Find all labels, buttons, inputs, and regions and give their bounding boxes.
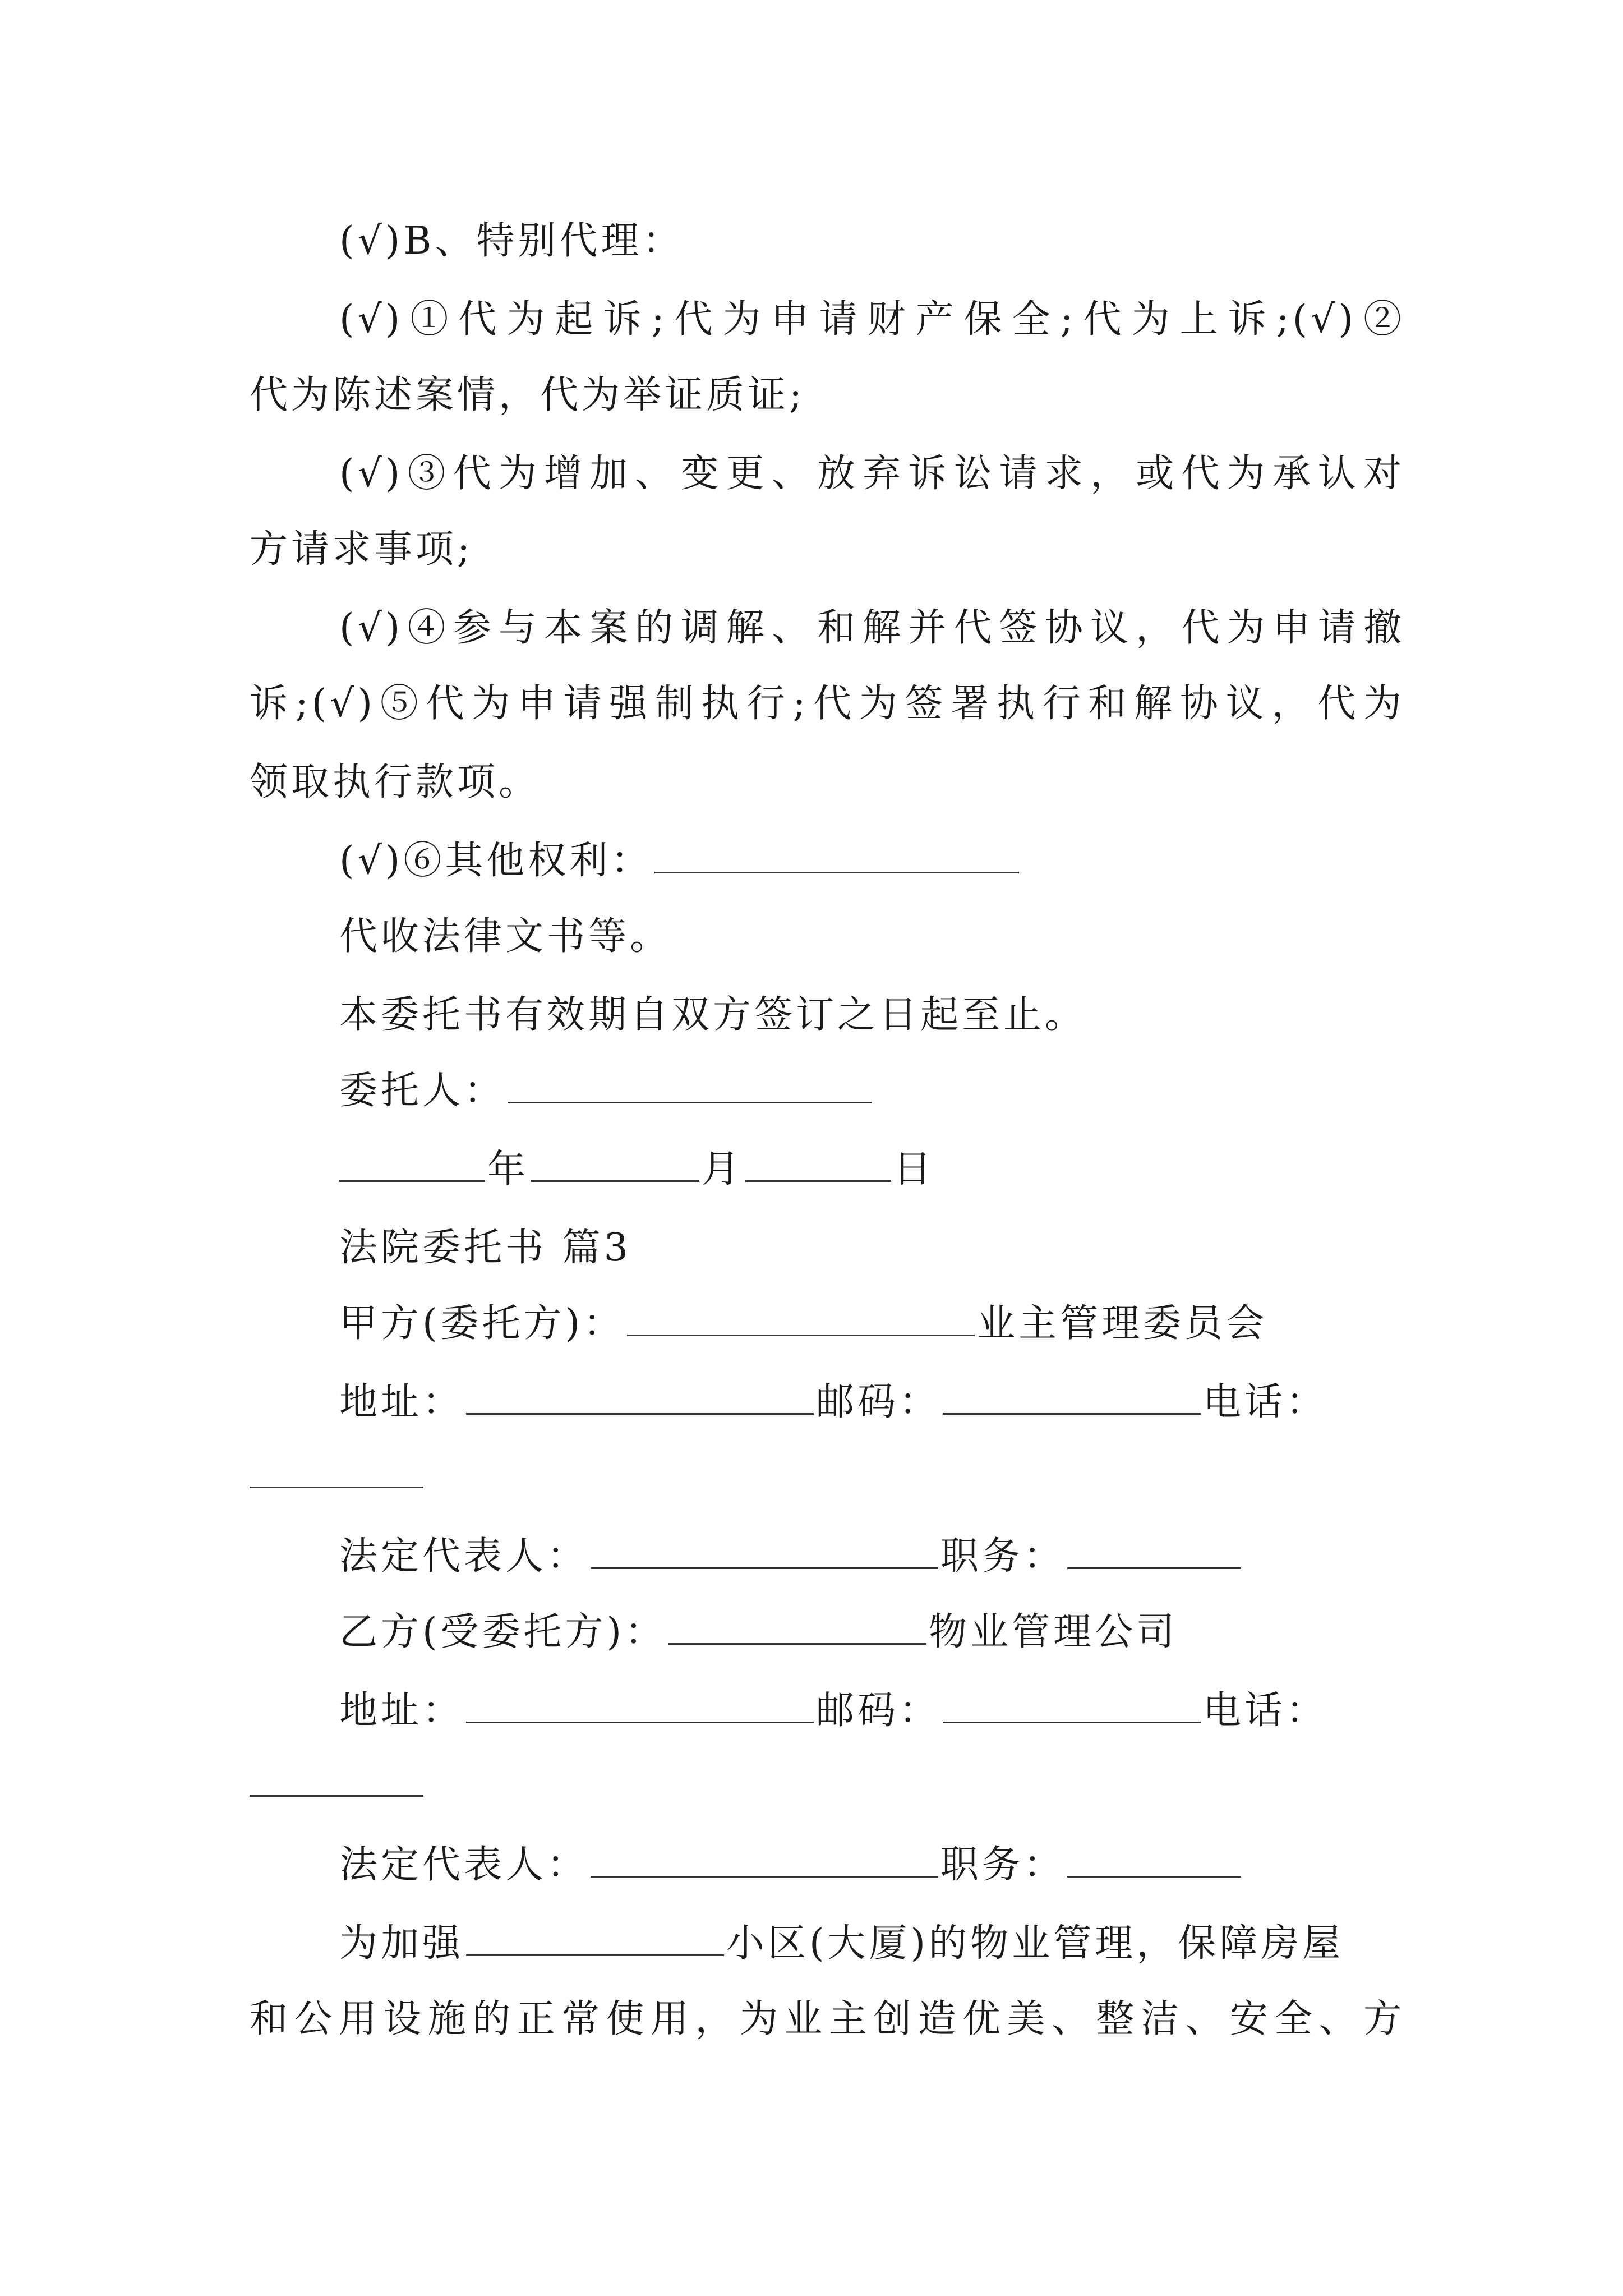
phone-label: 电话： bbox=[1203, 1688, 1328, 1733]
postcode-label: 邮码： bbox=[816, 1380, 941, 1424]
paragraph-line: 代为陈述案情，代为举证质证; bbox=[250, 373, 805, 417]
paragraph-line: (√)③代为增加、变更、放弃诉讼请求，或代为承认对 bbox=[339, 452, 1405, 496]
position-label: 职务： bbox=[940, 1534, 1066, 1579]
year-label: 年 bbox=[487, 1147, 529, 1191]
phone-blank[interactable] bbox=[250, 1487, 423, 1488]
special-agency-heading: (√)B、特别代理： bbox=[339, 219, 684, 263]
day-blank[interactable] bbox=[745, 1147, 891, 1182]
date-line bbox=[339, 1144, 1405, 1195]
party-b-suffix: 物业管理公司 bbox=[929, 1610, 1178, 1654]
position-blank[interactable] bbox=[1067, 1534, 1241, 1569]
representative-label: 法定代表人： bbox=[339, 1534, 589, 1579]
estate-name-blank[interactable] bbox=[466, 1921, 724, 1956]
purpose-suffix: 小区(大厦)的物业管理，保障房屋 bbox=[726, 1921, 1344, 1966]
other-rights-blank[interactable] bbox=[654, 838, 1019, 873]
party-b-address-line bbox=[339, 1686, 1405, 1736]
principal-label: 委托人： bbox=[339, 1069, 506, 1113]
validity-line: 本委托书有效期自双方签订之日起至止。 bbox=[339, 993, 1087, 1037]
principal-blank[interactable] bbox=[508, 1068, 872, 1103]
phone-label: 电话： bbox=[1203, 1380, 1328, 1424]
party-a-suffix: 业主管理委员会 bbox=[977, 1301, 1268, 1346]
postcode-label: 邮码： bbox=[816, 1688, 941, 1733]
phone-blank[interactable] bbox=[250, 1795, 423, 1797]
party-b-representative-line bbox=[339, 1840, 1405, 1890]
party-b-label: 乙方(受委托方)： bbox=[339, 1610, 667, 1654]
address-label: 地址： bbox=[339, 1380, 464, 1424]
position-label: 职务： bbox=[940, 1843, 1066, 1887]
representative-label: 法定代表人： bbox=[339, 1843, 589, 1887]
paragraph-line: 代收法律文书等。 bbox=[339, 914, 672, 959]
month-label: 月 bbox=[702, 1147, 744, 1191]
position-blank[interactable] bbox=[1067, 1842, 1241, 1878]
section-title: 法院委托书 篇3 bbox=[339, 1226, 631, 1270]
principal-line bbox=[339, 1066, 1405, 1116]
party-a-address-line bbox=[339, 1377, 1405, 1428]
party-a-line bbox=[339, 1299, 1405, 1349]
other-rights-label: (√)⑥其他权利： bbox=[339, 839, 653, 883]
paragraph-line: (√)④参与本案的调解、和解并代签协议，代为申请撤 bbox=[339, 606, 1405, 650]
party-b-line bbox=[339, 1607, 1405, 1658]
purpose-prefix: 为加强 bbox=[339, 1921, 464, 1966]
paragraph-line: 方请求事项; bbox=[250, 527, 473, 572]
party-b-blank[interactable] bbox=[668, 1609, 926, 1645]
address-label: 地址： bbox=[339, 1688, 464, 1733]
paragraph-line: (√)①代为起诉;代为申请财产保全;代为上诉;(√)② bbox=[339, 297, 1405, 342]
representative-blank[interactable] bbox=[591, 1842, 938, 1878]
paragraph-line: 诉;(√)⑤代为申请强制执行;代为签署执行和解协议，代为 bbox=[250, 682, 1405, 726]
paragraph-line: 领取执行款项。 bbox=[250, 760, 541, 804]
party-a-label: 甲方(委托方)： bbox=[339, 1301, 625, 1346]
other-rights-line bbox=[339, 836, 1405, 886]
purpose-line bbox=[339, 1918, 1405, 1969]
year-blank[interactable] bbox=[339, 1147, 485, 1182]
month-blank[interactable] bbox=[531, 1147, 699, 1182]
address-blank[interactable] bbox=[466, 1688, 814, 1723]
day-label: 日 bbox=[893, 1147, 935, 1191]
representative-blank[interactable] bbox=[591, 1534, 938, 1569]
address-blank[interactable] bbox=[466, 1379, 814, 1415]
postcode-blank[interactable] bbox=[943, 1688, 1201, 1723]
party-a-blank[interactable] bbox=[627, 1301, 975, 1336]
postcode-blank[interactable] bbox=[943, 1379, 1201, 1415]
paragraph-line: 和公用设施的正常使用，为业主创造优美、整洁、安全、方 bbox=[250, 1997, 1405, 2041]
party-a-representative-line bbox=[339, 1531, 1405, 1582]
